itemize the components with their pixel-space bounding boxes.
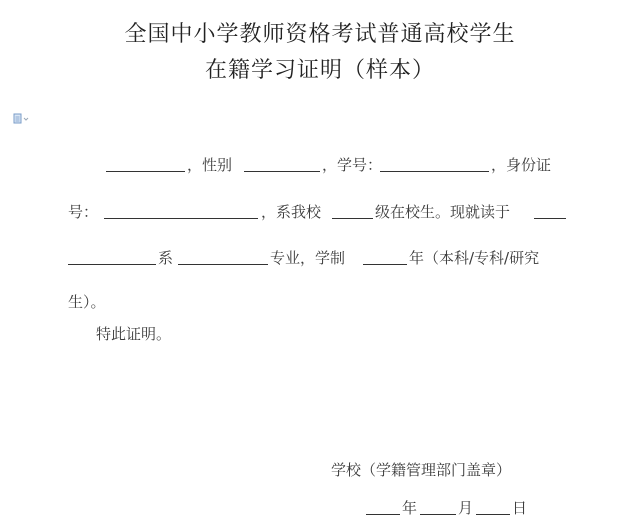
body-line-3 — [0, 247, 640, 269]
student-id-blank — [380, 154, 489, 172]
school-blank-end — [68, 247, 156, 265]
month-blank — [420, 497, 456, 515]
grade-label: 级在校生。现就读于 — [375, 203, 511, 221]
body-line-4 — [0, 291, 200, 313]
body-line-5 — [0, 323, 300, 345]
grade-blank — [332, 201, 373, 219]
body-line-1 — [0, 154, 640, 176]
year-label: 年 — [402, 499, 418, 517]
document-title-line-1: 全国中小学教师资格考试普通高校学生 — [124, 22, 516, 47]
program-end-label: 生）。 — [68, 293, 106, 311]
certification-statement: 特此证明。 — [96, 325, 172, 343]
body-line-2 — [0, 201, 640, 223]
major-blank — [178, 247, 268, 265]
department-label: 系 — [158, 249, 174, 267]
duration-blank — [363, 247, 407, 265]
signature-school-line — [0, 459, 640, 481]
name-blank — [106, 154, 185, 172]
signature-date-line — [0, 497, 640, 519]
gender-blank — [244, 154, 320, 172]
id-card-label: ，身份证 — [491, 156, 552, 174]
department-school-label: ，系我校 — [261, 203, 322, 221]
school-seal-label: 学校（学籍管理部门盖章） — [331, 461, 512, 479]
month-label: 月 — [458, 499, 474, 517]
program-label: 年（本科/专科/研究 — [409, 249, 540, 267]
year-blank — [366, 497, 400, 515]
document-title-line-2: 在籍学习证明（样本） — [204, 58, 435, 83]
major-label: 专业，学制 — [270, 249, 346, 267]
school-blank-start — [534, 201, 566, 219]
id-number-blank — [104, 201, 258, 219]
student-id-label: ，学号： — [322, 156, 383, 174]
day-label: 日 — [512, 499, 528, 517]
document-icon — [13, 113, 39, 125]
id-number-label: 号： — [68, 203, 99, 221]
gender-label: ，性别 — [187, 156, 233, 174]
day-blank — [476, 497, 510, 515]
